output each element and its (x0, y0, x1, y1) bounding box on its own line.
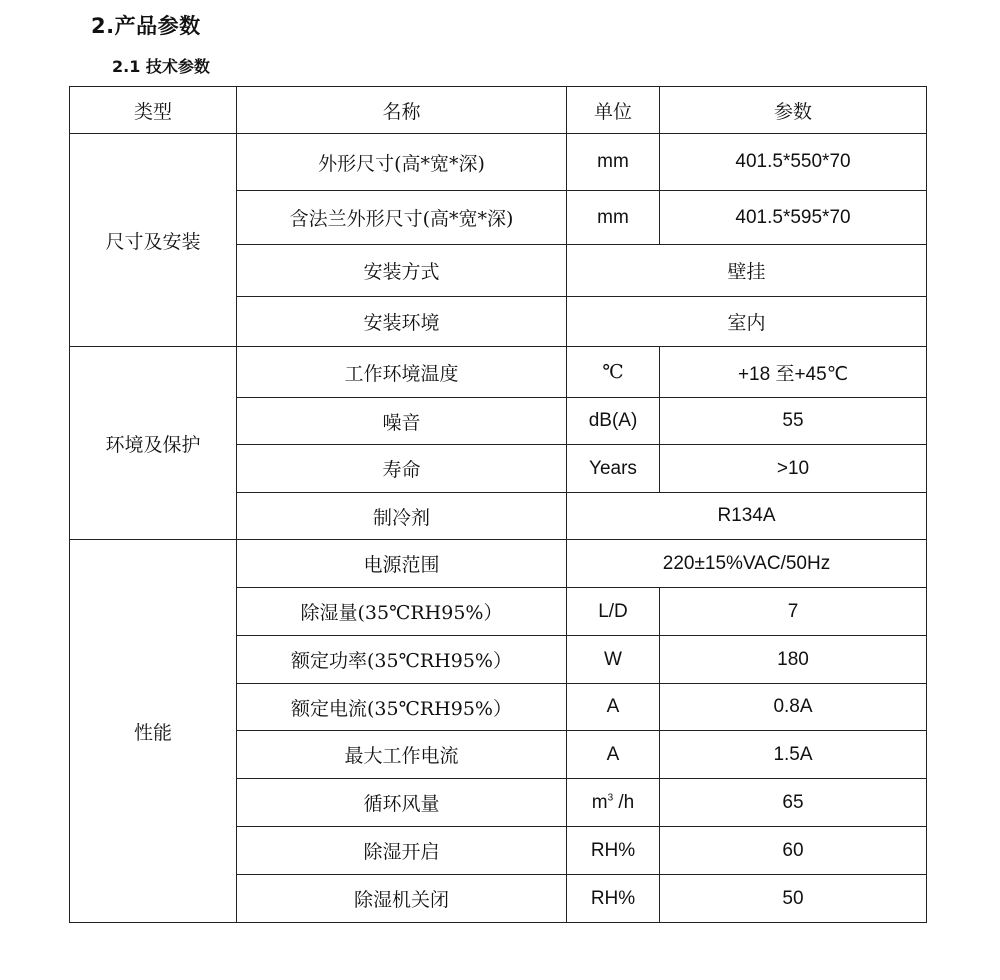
category-cell: 性能 (70, 540, 237, 923)
section-heading: 2.产品参数 (91, 14, 201, 38)
param-name: 额定电流(35℃RH95%） (237, 684, 567, 731)
unit-base: m (591, 791, 608, 813)
table-row (70, 347, 927, 398)
param-name: 噪音 (237, 398, 567, 445)
category-cell: 尺寸及安装 (70, 134, 237, 347)
param-value: 55 (660, 398, 927, 445)
param-name: 安装环境 (237, 297, 567, 347)
param-unit: W (567, 636, 660, 684)
param-value: 1.5A (660, 731, 927, 779)
param-value: 0.8A (660, 684, 927, 731)
param-unit: L/D (567, 588, 660, 636)
param-unit: Years (567, 445, 660, 493)
param-unit: mm (567, 191, 660, 245)
param-value: >10 (660, 445, 927, 493)
param-value: 180 (660, 636, 927, 684)
param-name: 工作环境温度 (237, 347, 567, 398)
param-value: 220±15%VAC/50Hz (567, 540, 927, 588)
param-unit: dB(A) (567, 398, 660, 445)
header-unit: 单位 (567, 87, 660, 134)
param-name: 除湿量(35℃RH95%） (237, 588, 567, 636)
param-unit: mm (567, 134, 660, 191)
table-row (70, 540, 927, 588)
param-value: 65 (660, 779, 927, 827)
param-name: 除湿开启 (237, 827, 567, 875)
param-name: 最大工作电流 (237, 731, 567, 779)
param-unit: RH% (567, 875, 660, 923)
param-name: 寿命 (237, 445, 567, 493)
param-unit: A (567, 684, 660, 731)
table-header-row (70, 87, 927, 134)
param-value: 室内 (567, 297, 927, 347)
param-value: 7 (660, 588, 927, 636)
param-unit: RH% (567, 827, 660, 875)
param-value: 壁挂 (567, 245, 927, 297)
param-name: 额定功率(35℃RH95%） (237, 636, 567, 684)
subsection-heading: 2.1 技术参数 (112, 57, 210, 76)
param-value: 401.5*595*70 (660, 191, 927, 245)
param-name: 电源范围 (237, 540, 567, 588)
param-name: 循环风量 (237, 779, 567, 827)
param-value: 401.5*550*70 (660, 134, 927, 191)
header-type: 类型 (70, 87, 237, 134)
param-unit: A (567, 731, 660, 779)
category-cell: 环境及保护 (70, 347, 237, 540)
param-name: 制冷剂 (237, 493, 567, 540)
param-value: +18 至+45℃ (660, 347, 927, 398)
spec-table (69, 86, 927, 923)
param-unit (567, 779, 660, 827)
unit-tail: /h (613, 791, 635, 813)
header-value: 参数 (660, 87, 927, 134)
param-name: 外形尺寸(高*宽*深) (237, 134, 567, 191)
param-name: 含法兰外形尺寸(高*宽*深) (237, 191, 567, 245)
table-row (70, 134, 927, 191)
unit-superscript: 3 (607, 792, 614, 804)
param-unit: ℃ (567, 347, 660, 398)
param-value: R134A (567, 493, 927, 540)
header-name: 名称 (237, 87, 567, 134)
param-name: 安装方式 (237, 245, 567, 297)
param-value: 50 (660, 875, 927, 923)
param-name: 除湿机关闭 (237, 875, 567, 923)
param-value: 60 (660, 827, 927, 875)
